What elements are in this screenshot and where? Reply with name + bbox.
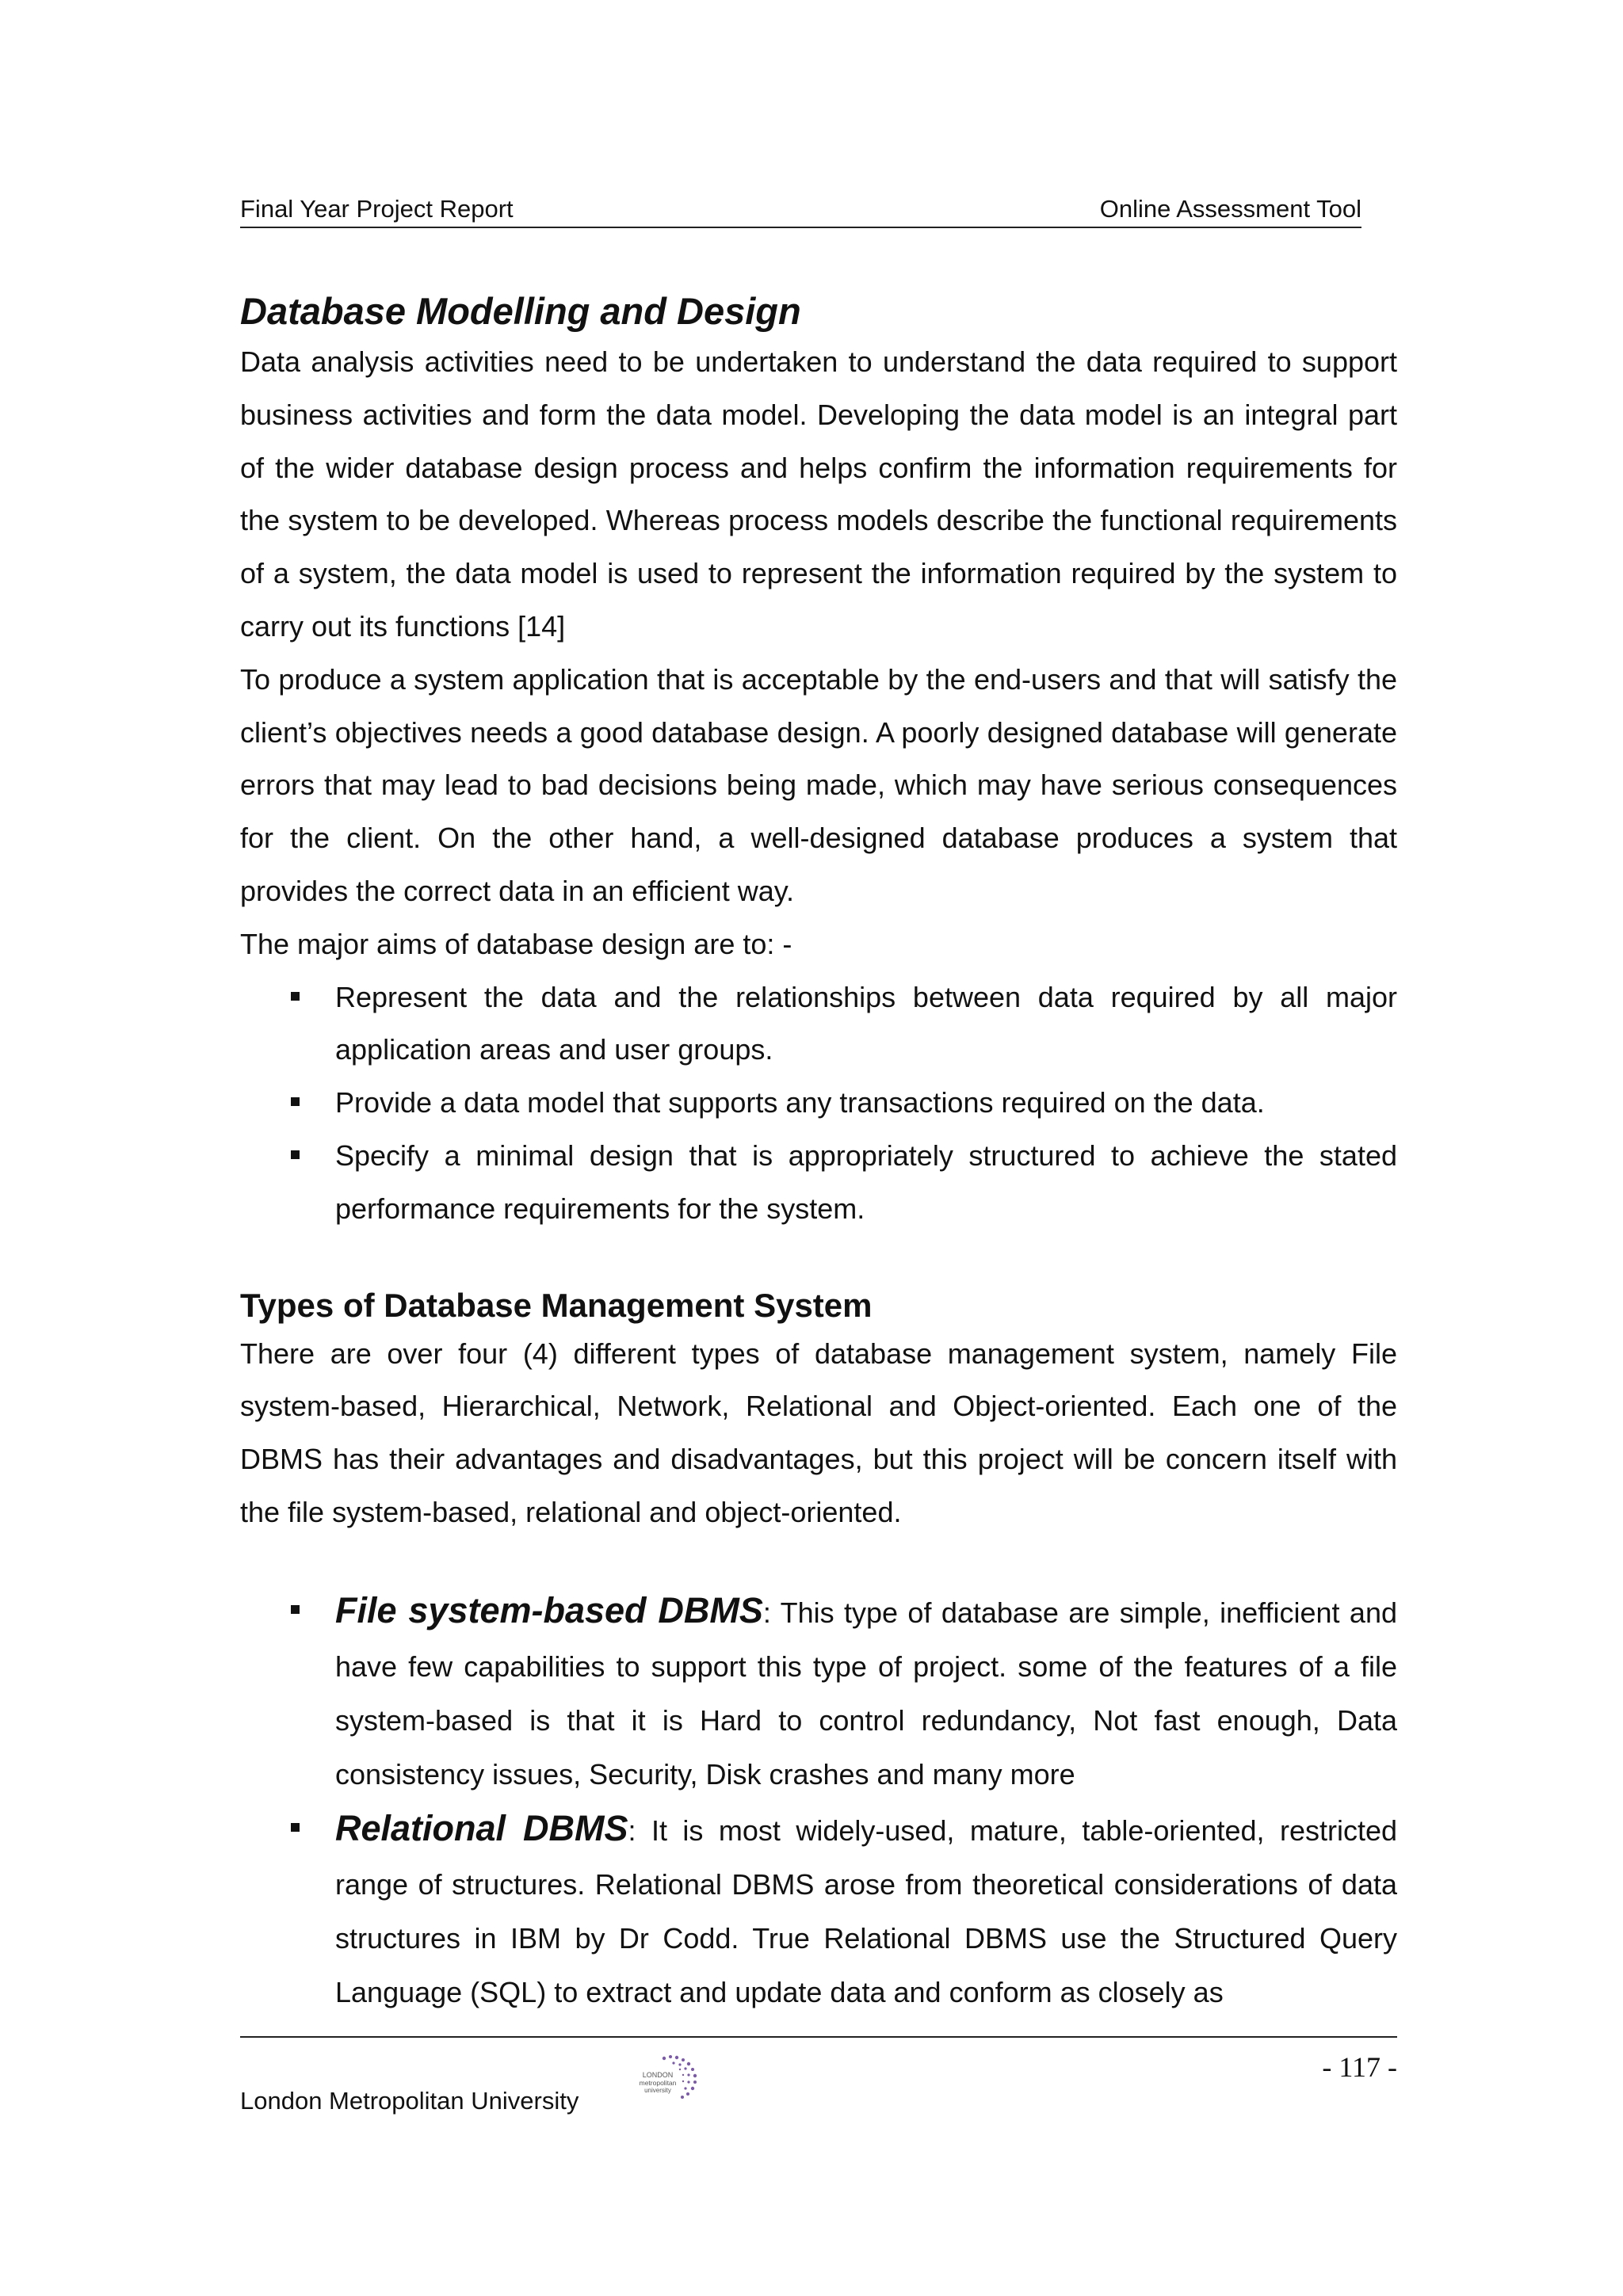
list-item: Provide a data model that supports any transactions required on the data. [240,1077,1397,1130]
header-left: Final Year Project Report [240,195,514,223]
section-title-dbms-types: Types of Database Management System [240,1286,873,1324]
footer-divider [240,2036,1397,2038]
page-header [240,193,1361,228]
dbms-list [240,1584,1397,2019]
header-right: Online Assessment Tool [1099,195,1361,223]
footer-university: London Metropolitan University [240,2087,579,2115]
university-logo-icon [626,2050,705,2107]
dbms-term: File system-based DBMS [335,1589,763,1630]
list-item: File system-based DBMS: This type of database are simple, inefficient and have few capabilities to support this type of project. some of the features of a file system-based is that it is Hard to control redundancy, Not fast enough, Data consistency issues, Security, Disk crashes and many more [240,1584,1397,1802]
square-bullet-icon [291,1823,300,1832]
square-bullet-icon [291,1150,300,1159]
logo-text-1: LONDON [642,2071,674,2079]
square-bullet-icon [291,1605,300,1614]
section-title-database-modelling: Database Modelling and Design [240,290,801,332]
logo-text-3: university [644,2087,671,2094]
aims-list [240,971,1397,1236]
list-item: Relational DBMS: It is most widely-used, mature, table-oriented, restricted range of structures. Relational DBMS arose from theoretical considerations of data structures in IBM by Dr Codd. True Relational DBMS use the Structured Query Language (SQL) to extract and update data and conform as closely as [240,1802,1397,2019]
logo-text-2: metropolitan [639,2079,677,2087]
square-bullet-icon [291,992,300,1001]
paragraph: Data analysis activities need to be undertaken to understand the data required to support business activities and form the data model. Developing the data model is an integral part of the wider database design process and helps confirm the information requirements for the system to be developed. Whereas process models describe the functional requirements of a system, the data model is used to represent the information required by the system to carry out its functions [14] [240,345,1397,643]
page-content [240,287,1397,2019]
square-bullet-icon [291,1097,300,1106]
list-item: Specify a minimal design that is appropriately structured to achieve the stated performance requirements for the system. [240,1130,1397,1236]
paragraph: There are over four (4) different types of database management system, namely File system-based, Hierarchical, Network, Relational and Object-oriented. Each one of the DBMS has their advantages and disadvantages, but this project will be concern itself with the file system-based, relational and object-oriented. [240,1337,1397,1528]
dbms-term: Relational DBMS [335,1807,628,1848]
aims-intro: The major aims of database design are to: - [240,927,792,960]
list-item: Represent the data and the relationships between data required by all major application areas and user groups. [240,971,1397,1077]
paragraph: To produce a system application that is acceptable by the end-users and that will satisfy the client’s objectives needs a good database design. A poorly designed database will generate errors that may lead to bad decisions being made, which may have serious consequences for the client. On the other hand, a well-designed database produces a system that provides the correct data in an efficient way. [240,662,1397,907]
page-number: - 117 - [1322,2051,1397,2083]
